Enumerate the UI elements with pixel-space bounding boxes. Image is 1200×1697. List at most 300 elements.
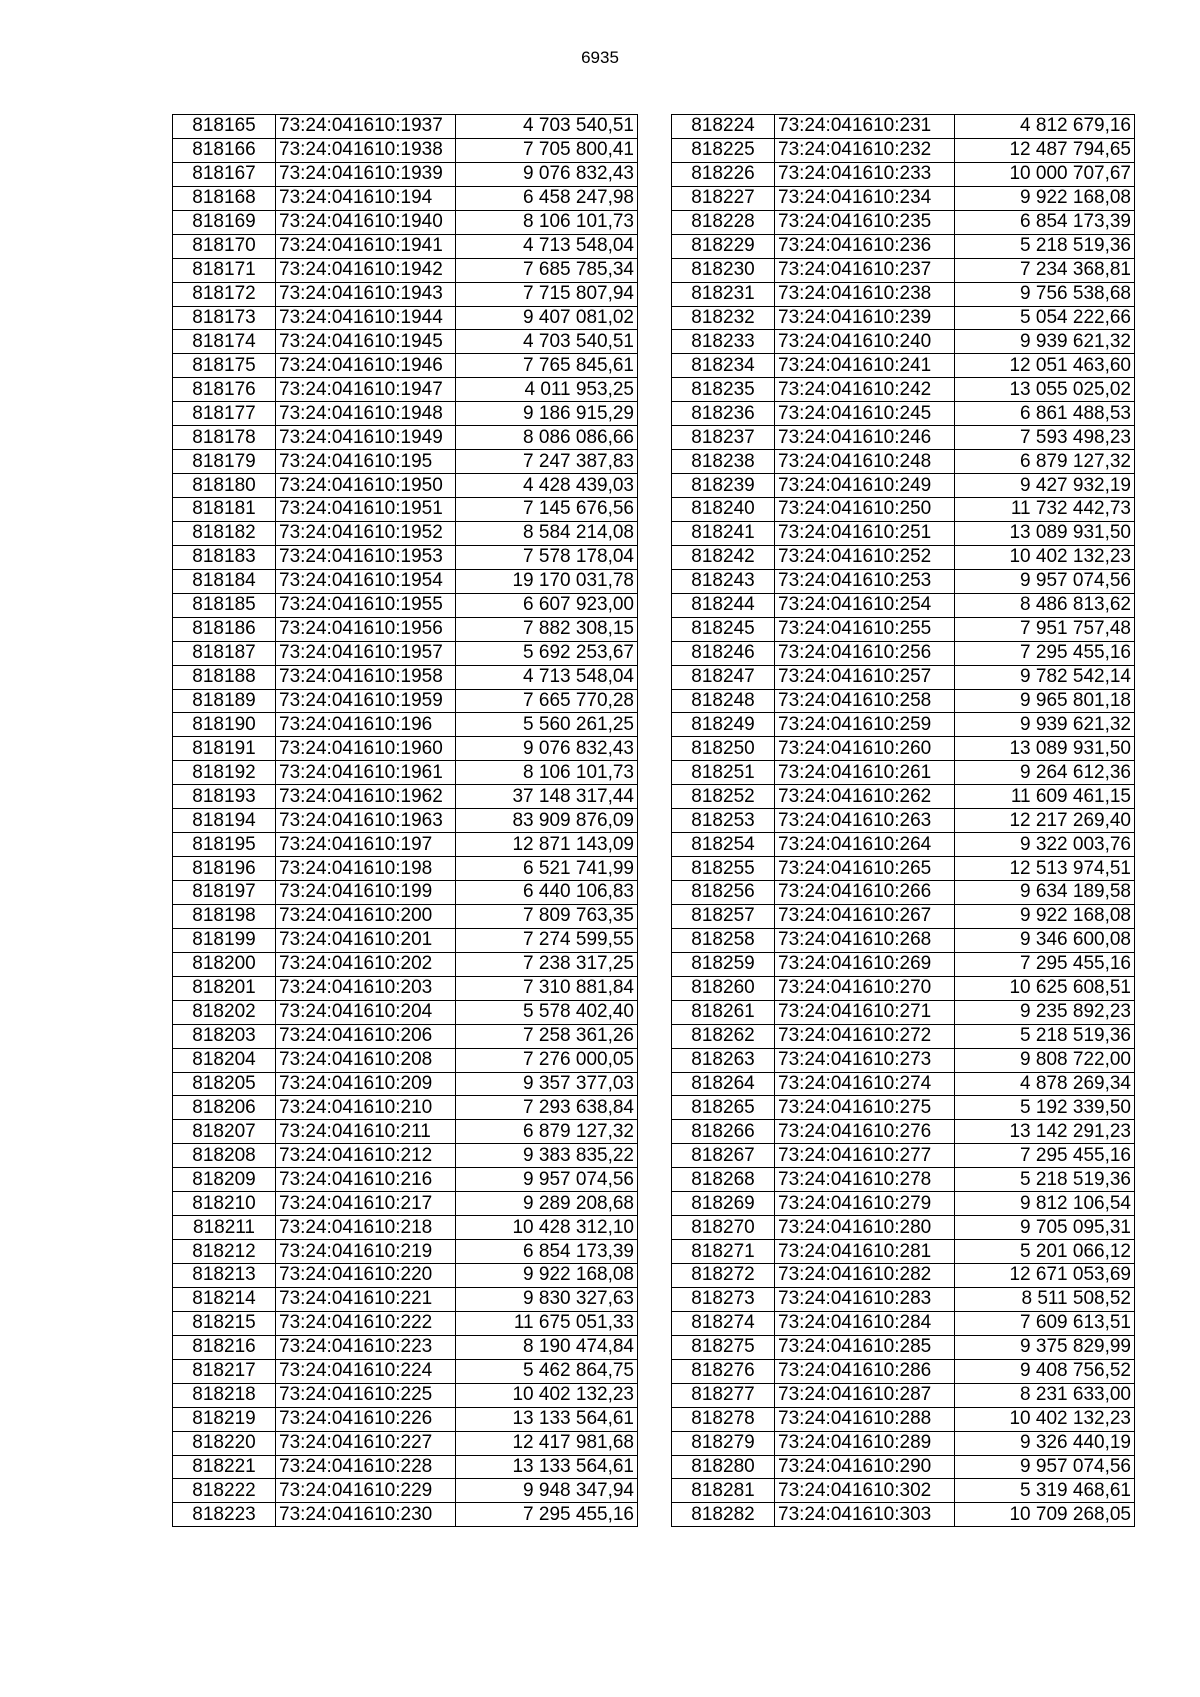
record-number-cell: 818196 <box>173 857 276 881</box>
table-row <box>173 1264 638 1288</box>
record-number-cell: 818197 <box>173 881 276 905</box>
value-cell: 9 812 106,54 <box>955 1192 1135 1216</box>
cadastral-number-cell: 73:24:041610:224 <box>276 1359 456 1383</box>
table-row <box>672 665 1135 689</box>
table-row <box>672 1407 1135 1431</box>
cadastral-number-cell: 73:24:041610:211 <box>276 1120 456 1144</box>
value-cell: 5 218 519,36 <box>955 1168 1135 1192</box>
cadastral-number-cell: 73:24:041610:1953 <box>276 545 456 569</box>
cadastral-number-cell: 73:24:041610:222 <box>276 1311 456 1335</box>
cadastral-number-cell: 73:24:041610:235 <box>775 210 955 234</box>
table-row <box>672 234 1135 258</box>
table-row <box>173 928 638 952</box>
table-row <box>173 976 638 1000</box>
record-number-cell: 818170 <box>173 234 276 258</box>
record-number-cell: 818267 <box>672 1144 775 1168</box>
value-cell: 12 513 974,51 <box>955 857 1135 881</box>
record-number-cell: 818184 <box>173 569 276 593</box>
table-row <box>672 1455 1135 1479</box>
value-cell: 5 578 402,40 <box>456 1000 638 1024</box>
table-row <box>173 1240 638 1264</box>
table-row <box>672 1024 1135 1048</box>
record-number-cell: 818246 <box>672 641 775 665</box>
cadastral-number-cell: 73:24:041610:288 <box>775 1407 955 1431</box>
table-row <box>173 1048 638 1072</box>
value-cell: 13 133 564,61 <box>456 1407 638 1431</box>
cadastral-number-cell: 73:24:041610:202 <box>276 952 456 976</box>
table-row <box>672 138 1135 162</box>
cadastral-number-cell: 73:24:041610:286 <box>775 1359 955 1383</box>
value-cell: 12 487 794,65 <box>955 138 1135 162</box>
value-cell: 7 593 498,23 <box>955 426 1135 450</box>
record-number-cell: 818212 <box>173 1240 276 1264</box>
value-cell: 8 106 101,73 <box>456 210 638 234</box>
table-row <box>173 1431 638 1455</box>
table-row <box>672 1479 1135 1503</box>
record-number-cell: 818198 <box>173 904 276 928</box>
value-cell: 9 407 081,02 <box>456 306 638 330</box>
table-row <box>672 904 1135 928</box>
value-cell: 9 357 377,03 <box>456 1072 638 1096</box>
table-row <box>173 809 638 833</box>
value-cell: 9 076 832,43 <box>456 162 638 186</box>
record-number-cell: 818242 <box>672 545 775 569</box>
table-row <box>173 138 638 162</box>
value-cell: 8 511 508,52 <box>955 1287 1135 1311</box>
record-number-cell: 818217 <box>173 1359 276 1383</box>
value-cell: 6 861 488,53 <box>955 402 1135 426</box>
record-number-cell: 818168 <box>173 186 276 210</box>
table-row <box>173 402 638 426</box>
cadastral-number-cell: 73:24:041610:277 <box>775 1144 955 1168</box>
record-number-cell: 818205 <box>173 1072 276 1096</box>
right-table <box>671 114 1135 1527</box>
value-cell: 7 258 361,26 <box>456 1024 638 1048</box>
value-cell: 13 089 931,50 <box>955 737 1135 761</box>
table-row <box>672 330 1135 354</box>
value-cell: 7 295 455,16 <box>456 1503 638 1527</box>
table-row <box>173 785 638 809</box>
cadastral-number-cell: 73:24:041610:198 <box>276 857 456 881</box>
value-cell: 7 234 368,81 <box>955 258 1135 282</box>
table-row <box>672 426 1135 450</box>
table-row <box>672 474 1135 498</box>
value-cell: 9 264 612,36 <box>955 761 1135 785</box>
table-row <box>173 881 638 905</box>
cadastral-number-cell: 73:24:041610:195 <box>276 450 456 474</box>
cadastral-number-cell: 73:24:041610:237 <box>775 258 955 282</box>
table-row <box>672 498 1135 522</box>
table-row <box>672 641 1135 665</box>
value-cell: 7 715 807,94 <box>456 282 638 306</box>
value-cell: 10 709 268,05 <box>955 1503 1135 1527</box>
record-number-cell: 818201 <box>173 976 276 1000</box>
record-number-cell: 818240 <box>672 498 775 522</box>
table-row <box>173 593 638 617</box>
record-number-cell: 818175 <box>173 354 276 378</box>
value-cell: 13 133 564,61 <box>456 1455 638 1479</box>
record-number-cell: 818264 <box>672 1072 775 1096</box>
record-number-cell: 818257 <box>672 904 775 928</box>
record-number-cell: 818226 <box>672 162 775 186</box>
value-cell: 10 402 132,23 <box>955 545 1135 569</box>
value-cell: 10 625 608,51 <box>955 976 1135 1000</box>
cadastral-number-cell: 73:24:041610:230 <box>276 1503 456 1527</box>
cadastral-number-cell: 73:24:041610:212 <box>276 1144 456 1168</box>
record-number-cell: 818192 <box>173 761 276 785</box>
table-row <box>672 857 1135 881</box>
table-row <box>173 282 638 306</box>
cadastral-number-cell: 73:24:041610:1960 <box>276 737 456 761</box>
cadastral-number-cell: 73:24:041610:279 <box>775 1192 955 1216</box>
table-row <box>173 450 638 474</box>
table-row <box>173 833 638 857</box>
value-cell: 7 238 317,25 <box>456 952 638 976</box>
left-table <box>172 114 638 1527</box>
record-number-cell: 818204 <box>173 1048 276 1072</box>
cadastral-number-cell: 73:24:041610:1941 <box>276 234 456 258</box>
record-number-cell: 818263 <box>672 1048 775 1072</box>
table-row <box>672 1359 1135 1383</box>
record-number-cell: 818262 <box>672 1024 775 1048</box>
table-row <box>672 761 1135 785</box>
record-number-cell: 818248 <box>672 689 775 713</box>
value-cell: 5 560 261,25 <box>456 713 638 737</box>
record-number-cell: 818206 <box>173 1096 276 1120</box>
cadastral-number-cell: 73:24:041610:245 <box>775 402 955 426</box>
record-number-cell: 818218 <box>173 1383 276 1407</box>
table-row <box>672 952 1135 976</box>
table-row <box>173 1383 638 1407</box>
record-number-cell: 818173 <box>173 306 276 330</box>
value-cell: 6 607 923,00 <box>456 593 638 617</box>
cadastral-number-cell: 73:24:041610:236 <box>775 234 955 258</box>
cadastral-number-cell: 73:24:041610:241 <box>775 354 955 378</box>
value-cell: 8 106 101,73 <box>456 761 638 785</box>
table-row <box>672 1168 1135 1192</box>
table-row <box>672 378 1135 402</box>
record-number-cell: 818209 <box>173 1168 276 1192</box>
record-number-cell: 818274 <box>672 1311 775 1335</box>
table-row <box>173 1479 638 1503</box>
record-number-cell: 818219 <box>173 1407 276 1431</box>
record-number-cell: 818227 <box>672 186 775 210</box>
table-row <box>672 1072 1135 1096</box>
cadastral-number-cell: 73:24:041610:242 <box>775 378 955 402</box>
table-row <box>672 1048 1135 1072</box>
table-row <box>672 809 1135 833</box>
record-number-cell: 818233 <box>672 330 775 354</box>
record-number-cell: 818193 <box>173 785 276 809</box>
table-row <box>173 1287 638 1311</box>
cadastral-number-cell: 73:24:041610:271 <box>775 1000 955 1024</box>
table-row <box>672 928 1135 952</box>
table-row <box>672 1144 1135 1168</box>
cadastral-number-cell: 73:24:041610:227 <box>276 1431 456 1455</box>
cadastral-number-cell: 73:24:041610:1942 <box>276 258 456 282</box>
record-number-cell: 818252 <box>672 785 775 809</box>
value-cell: 7 276 000,05 <box>456 1048 638 1072</box>
value-cell: 12 871 143,09 <box>456 833 638 857</box>
cadastral-number-cell: 73:24:041610:206 <box>276 1024 456 1048</box>
cadastral-number-cell: 73:24:041610:1947 <box>276 378 456 402</box>
cadastral-number-cell: 73:24:041610:262 <box>775 785 955 809</box>
value-cell: 9 383 835,22 <box>456 1144 638 1168</box>
cadastral-number-cell: 73:24:041610:278 <box>775 1168 955 1192</box>
value-cell: 9 808 722,00 <box>955 1048 1135 1072</box>
record-number-cell: 818215 <box>173 1311 276 1335</box>
value-cell: 7 295 455,16 <box>955 641 1135 665</box>
record-number-cell: 818276 <box>672 1359 775 1383</box>
table-row <box>173 641 638 665</box>
record-number-cell: 818278 <box>672 1407 775 1431</box>
record-number-cell: 818191 <box>173 737 276 761</box>
table-row <box>173 1455 638 1479</box>
record-number-cell: 818167 <box>173 162 276 186</box>
value-cell: 7 295 455,16 <box>955 952 1135 976</box>
table-row <box>173 115 638 139</box>
page-number: 6935 <box>581 48 619 67</box>
cadastral-number-cell: 73:24:041610:290 <box>775 1455 955 1479</box>
value-cell: 5 201 066,12 <box>955 1240 1135 1264</box>
table-row <box>173 617 638 641</box>
value-cell: 13 142 291,23 <box>955 1120 1135 1144</box>
table-row <box>173 952 638 976</box>
record-number-cell: 818237 <box>672 426 775 450</box>
cadastral-number-cell: 73:24:041610:229 <box>276 1479 456 1503</box>
table-row <box>173 378 638 402</box>
value-cell: 6 440 106,83 <box>456 881 638 905</box>
value-cell: 9 830 327,63 <box>456 1287 638 1311</box>
record-number-cell: 818166 <box>173 138 276 162</box>
cadastral-number-cell: 73:24:041610:1949 <box>276 426 456 450</box>
table-row <box>173 904 638 928</box>
cadastral-number-cell: 73:24:041610:254 <box>775 593 955 617</box>
record-number-cell: 818181 <box>173 498 276 522</box>
value-cell: 6 854 173,39 <box>456 1240 638 1264</box>
table-row <box>672 1000 1135 1024</box>
cadastral-number-cell: 73:24:041610:199 <box>276 881 456 905</box>
table-row <box>173 162 638 186</box>
value-cell: 9 922 168,08 <box>955 186 1135 210</box>
cadastral-number-cell: 73:24:041610:196 <box>276 713 456 737</box>
cadastral-number-cell: 73:24:041610:259 <box>775 713 955 737</box>
cadastral-number-cell: 73:24:041610:225 <box>276 1383 456 1407</box>
record-number-cell: 818270 <box>672 1216 775 1240</box>
cadastral-number-cell: 73:24:041610:1954 <box>276 569 456 593</box>
cadastral-number-cell: 73:24:041610:1937 <box>276 115 456 139</box>
cadastral-number-cell: 73:24:041610:289 <box>775 1431 955 1455</box>
value-cell: 7 951 757,48 <box>955 617 1135 641</box>
table-row <box>672 186 1135 210</box>
record-number-cell: 818208 <box>173 1144 276 1168</box>
record-number-cell: 818187 <box>173 641 276 665</box>
record-number-cell: 818241 <box>672 521 775 545</box>
cadastral-number-cell: 73:24:041610:251 <box>775 521 955 545</box>
cadastral-number-cell: 73:24:041610:1944 <box>276 306 456 330</box>
table-row <box>672 1264 1135 1288</box>
table-row <box>672 593 1135 617</box>
record-number-cell: 818235 <box>672 378 775 402</box>
cadastral-number-cell: 73:24:041610:1959 <box>276 689 456 713</box>
value-cell: 7 705 800,41 <box>456 138 638 162</box>
value-cell: 4 713 548,04 <box>456 234 638 258</box>
table-row <box>672 1240 1135 1264</box>
record-number-cell: 818222 <box>173 1479 276 1503</box>
value-cell: 7 685 785,34 <box>456 258 638 282</box>
table-row <box>173 689 638 713</box>
value-cell: 9 326 440,19 <box>955 1431 1135 1455</box>
cadastral-number-cell: 73:24:041610:210 <box>276 1096 456 1120</box>
cadastral-number-cell: 73:24:041610:287 <box>775 1383 955 1407</box>
record-number-cell: 818224 <box>672 115 775 139</box>
cadastral-number-cell: 73:24:041610:269 <box>775 952 955 976</box>
cadastral-number-cell: 73:24:041610:257 <box>775 665 955 689</box>
record-number-cell: 818239 <box>672 474 775 498</box>
table-row <box>173 521 638 545</box>
value-cell: 6 458 247,98 <box>456 186 638 210</box>
table-row <box>173 1359 638 1383</box>
table-row <box>672 1287 1135 1311</box>
value-cell: 9 957 074,56 <box>955 569 1135 593</box>
value-cell: 10 428 312,10 <box>456 1216 638 1240</box>
table-row <box>173 1120 638 1144</box>
cadastral-number-cell: 73:24:041610:1963 <box>276 809 456 833</box>
value-cell: 9 939 621,32 <box>955 713 1135 737</box>
record-number-cell: 818234 <box>672 354 775 378</box>
value-cell: 9 408 756,52 <box>955 1359 1135 1383</box>
cadastral-number-cell: 73:24:041610:197 <box>276 833 456 857</box>
cadastral-number-cell: 73:24:041610:1948 <box>276 402 456 426</box>
cadastral-number-cell: 73:24:041610:256 <box>775 641 955 665</box>
cadastral-number-cell: 73:24:041610:220 <box>276 1264 456 1288</box>
value-cell: 7 578 178,04 <box>456 545 638 569</box>
cadastral-number-cell: 73:24:041610:258 <box>775 689 955 713</box>
cadastral-number-cell: 73:24:041610:209 <box>276 1072 456 1096</box>
record-number-cell: 818186 <box>173 617 276 641</box>
cadastral-number-cell: 73:24:041610:231 <box>775 115 955 139</box>
cadastral-number-cell: 73:24:041610:273 <box>775 1048 955 1072</box>
value-cell: 4 713 548,04 <box>456 665 638 689</box>
table-row <box>173 1072 638 1096</box>
record-number-cell: 818249 <box>672 713 775 737</box>
table-row <box>173 737 638 761</box>
value-cell: 7 882 308,15 <box>456 617 638 641</box>
record-number-cell: 818213 <box>173 1264 276 1288</box>
value-cell: 6 521 741,99 <box>456 857 638 881</box>
record-number-cell: 818211 <box>173 1216 276 1240</box>
record-number-cell: 818202 <box>173 1000 276 1024</box>
cadastral-number-cell: 73:24:041610:285 <box>775 1335 955 1359</box>
record-number-cell: 818189 <box>173 689 276 713</box>
value-cell: 9 957 074,56 <box>955 1455 1135 1479</box>
table-row <box>173 1168 638 1192</box>
table-row <box>173 1000 638 1024</box>
record-number-cell: 818223 <box>173 1503 276 1527</box>
record-number-cell: 818176 <box>173 378 276 402</box>
cadastral-number-cell: 73:24:041610:272 <box>775 1024 955 1048</box>
cadastral-number-cell: 73:24:041610:208 <box>276 1048 456 1072</box>
table-row <box>173 1407 638 1431</box>
value-cell: 9 076 832,43 <box>456 737 638 761</box>
cadastral-number-cell: 73:24:041610:217 <box>276 1192 456 1216</box>
cadastral-number-cell: 73:24:041610:194 <box>276 186 456 210</box>
cadastral-number-cell: 73:24:041610:238 <box>775 282 955 306</box>
table-row <box>173 857 638 881</box>
table-row <box>672 713 1135 737</box>
value-cell: 7 609 613,51 <box>955 1311 1135 1335</box>
cadastral-number-cell: 73:24:041610:280 <box>775 1216 955 1240</box>
value-cell: 8 231 633,00 <box>955 1383 1135 1407</box>
value-cell: 8 086 086,66 <box>456 426 638 450</box>
table-row <box>672 1311 1135 1335</box>
record-number-cell: 818251 <box>672 761 775 785</box>
record-number-cell: 818182 <box>173 521 276 545</box>
value-cell: 4 703 540,51 <box>456 115 638 139</box>
value-cell: 9 965 801,18 <box>955 689 1135 713</box>
table-row <box>672 115 1135 139</box>
record-number-cell: 818214 <box>173 1287 276 1311</box>
record-number-cell: 818216 <box>173 1335 276 1359</box>
table-row <box>173 1216 638 1240</box>
record-number-cell: 818269 <box>672 1192 775 1216</box>
cadastral-number-cell: 73:24:041610:221 <box>276 1287 456 1311</box>
cadastral-number-cell: 73:24:041610:260 <box>775 737 955 761</box>
cadastral-number-cell: 73:24:041610:250 <box>775 498 955 522</box>
cadastral-number-cell: 73:24:041610:1943 <box>276 282 456 306</box>
value-cell: 83 909 876,09 <box>456 809 638 833</box>
table-row <box>672 617 1135 641</box>
record-number-cell: 818245 <box>672 617 775 641</box>
table-row <box>173 234 638 258</box>
record-number-cell: 818243 <box>672 569 775 593</box>
table-row <box>173 713 638 737</box>
cadastral-number-cell: 73:24:041610:1946 <box>276 354 456 378</box>
record-number-cell: 818174 <box>173 330 276 354</box>
value-cell: 8 584 214,08 <box>456 521 638 545</box>
record-number-cell: 818277 <box>672 1383 775 1407</box>
value-cell: 7 809 763,35 <box>456 904 638 928</box>
table-row <box>173 474 638 498</box>
cadastral-number-cell: 73:24:041610:276 <box>775 1120 955 1144</box>
value-cell: 6 879 127,32 <box>955 450 1135 474</box>
record-number-cell: 818238 <box>672 450 775 474</box>
value-cell: 9 375 829,99 <box>955 1335 1135 1359</box>
record-number-cell: 818273 <box>672 1287 775 1311</box>
value-cell: 5 054 222,66 <box>955 306 1135 330</box>
value-cell: 4 878 269,34 <box>955 1072 1135 1096</box>
cadastral-number-cell: 73:24:041610:267 <box>775 904 955 928</box>
record-number-cell: 818190 <box>173 713 276 737</box>
value-cell: 11 732 442,73 <box>955 498 1135 522</box>
table-row <box>672 1503 1135 1527</box>
record-number-cell: 818275 <box>672 1335 775 1359</box>
value-cell: 9 939 621,32 <box>955 330 1135 354</box>
table-row <box>173 330 638 354</box>
cadastral-number-cell: 73:24:041610:240 <box>775 330 955 354</box>
record-number-cell: 818244 <box>672 593 775 617</box>
cadastral-number-cell: 73:24:041610:283 <box>775 1287 955 1311</box>
record-number-cell: 818210 <box>173 1192 276 1216</box>
value-cell: 10 402 132,23 <box>955 1407 1135 1431</box>
value-cell: 12 217 269,40 <box>955 809 1135 833</box>
table-row <box>672 1216 1135 1240</box>
value-cell: 9 922 168,08 <box>456 1264 638 1288</box>
value-cell: 4 812 679,16 <box>955 115 1135 139</box>
record-number-cell: 818165 <box>173 115 276 139</box>
table-row <box>672 162 1135 186</box>
value-cell: 5 218 519,36 <box>955 1024 1135 1048</box>
